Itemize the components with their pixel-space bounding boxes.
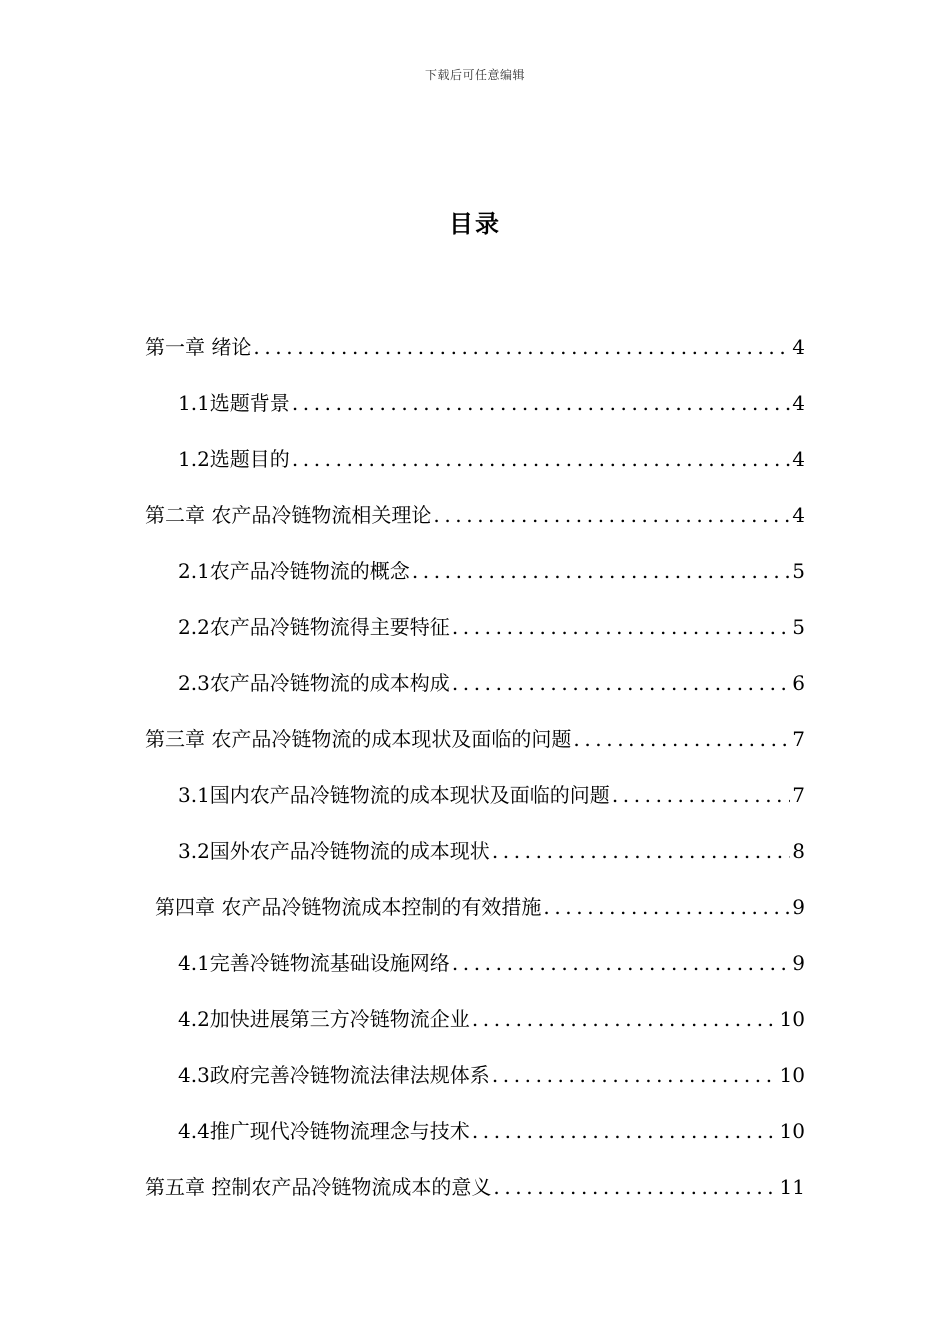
toc-page-number: 4 — [792, 391, 805, 415]
toc-entry-3-1[interactable] — [178, 780, 805, 810]
toc-entry-4-3[interactable] — [178, 1060, 805, 1090]
toc-entry-label: 第一章 绪论 — [145, 335, 252, 359]
toc-entry-label: 第三章 农产品冷链物流的成本现状及面临的问题 — [145, 727, 572, 751]
toc-entry-3-2[interactable] — [178, 836, 805, 866]
toc-leader-dots — [253, 332, 790, 362]
toc-leader-dots — [492, 836, 790, 866]
toc-page-number: 6 — [792, 671, 805, 695]
toc-leader-dots — [493, 1172, 777, 1202]
toc-page-number: 5 — [792, 615, 805, 639]
toc-entry-label: 第二章 农产品冷链物流相关理论 — [145, 503, 432, 527]
toc-entry-label: 4.3政府完善冷链物流法律法规体系 — [178, 1063, 490, 1087]
toc-leader-dots — [472, 1116, 778, 1146]
toc-entry-label: 1.2选题目的 — [178, 447, 290, 471]
toc-leader-dots — [292, 444, 790, 474]
toc-entry-chapter-5[interactable] — [145, 1172, 805, 1202]
toc-entry-label: 2.2农产品冷链物流得主要特征 — [178, 615, 450, 639]
toc-entry-1-1[interactable] — [178, 388, 805, 418]
toc-leader-dots — [492, 1060, 778, 1090]
toc-page-number: 4 — [792, 447, 805, 471]
toc-entry-4-1[interactable] — [178, 948, 805, 978]
toc-page-number: 5 — [792, 559, 805, 583]
toc-page-number: 10 — [779, 1063, 805, 1087]
toc-entry-label: 2.3农产品冷链物流的成本构成 — [178, 671, 450, 695]
toc-leader-dots — [452, 612, 790, 642]
toc-page-number: 10 — [779, 1119, 805, 1143]
toc-entry-2-3[interactable] — [178, 668, 805, 698]
toc-entry-1-2[interactable] — [178, 444, 805, 474]
toc-leader-dots — [412, 556, 790, 586]
toc-page-number: 8 — [792, 839, 805, 863]
toc-page-number: 9 — [792, 951, 805, 975]
toc-page-number: 7 — [792, 783, 805, 807]
toc-entry-4-4[interactable] — [178, 1116, 805, 1146]
toc-page-number: 9 — [792, 895, 805, 919]
toc-page-number: 4 — [792, 335, 805, 359]
toc-entry-chapter-2[interactable] — [145, 500, 805, 530]
toc-page-number: 4 — [792, 503, 805, 527]
toc-leader-dots — [452, 668, 790, 698]
toc-entry-2-1[interactable] — [178, 556, 805, 586]
toc-entry-label: 4.4推广现代冷链物流理念与技术 — [178, 1119, 470, 1143]
toc-entry-chapter-4[interactable] — [155, 892, 805, 922]
toc-entry-label: 3.1国内农产品冷链物流的成本现状及面临的问题 — [178, 783, 610, 807]
toc-entry-label: 第四章 农产品冷链物流成本控制的有效措施 — [155, 895, 542, 919]
toc-entry-label: 4.2加快进展第三方冷链物流企业 — [178, 1007, 470, 1031]
toc-entry-label: 4.1完善冷链物流基础设施网络 — [178, 951, 450, 975]
toc-entry-label: 1.1选题背景 — [178, 391, 290, 415]
toc-leader-dots — [612, 780, 790, 810]
toc-leader-dots — [573, 724, 790, 754]
toc-page-number: 7 — [792, 727, 805, 751]
toc-entry-2-2[interactable] — [178, 612, 805, 642]
toc-leader-dots — [472, 1004, 778, 1034]
toc-page-number: 11 — [779, 1175, 805, 1199]
toc-entry-label: 第五章 控制农产品冷链物流成本的意义 — [145, 1175, 492, 1199]
toc-entry-chapter-3[interactable] — [145, 724, 805, 754]
toc-page-number: 10 — [779, 1007, 805, 1031]
toc-entry-4-2[interactable] — [178, 1004, 805, 1034]
toc-leader-dots — [292, 388, 790, 418]
header-note: 下载后可任意编辑 — [424, 68, 525, 82]
toc-entry-label: 3.2国外农产品冷链物流的成本现状 — [178, 839, 490, 863]
toc-title: 目录 — [449, 209, 501, 238]
toc-leader-dots — [433, 500, 790, 530]
toc-leader-dots — [543, 892, 790, 922]
toc-entry-label: 2.1农产品冷链物流的概念 — [178, 559, 410, 583]
toc-leader-dots — [452, 948, 790, 978]
toc-entry-chapter-1[interactable] — [145, 332, 805, 362]
